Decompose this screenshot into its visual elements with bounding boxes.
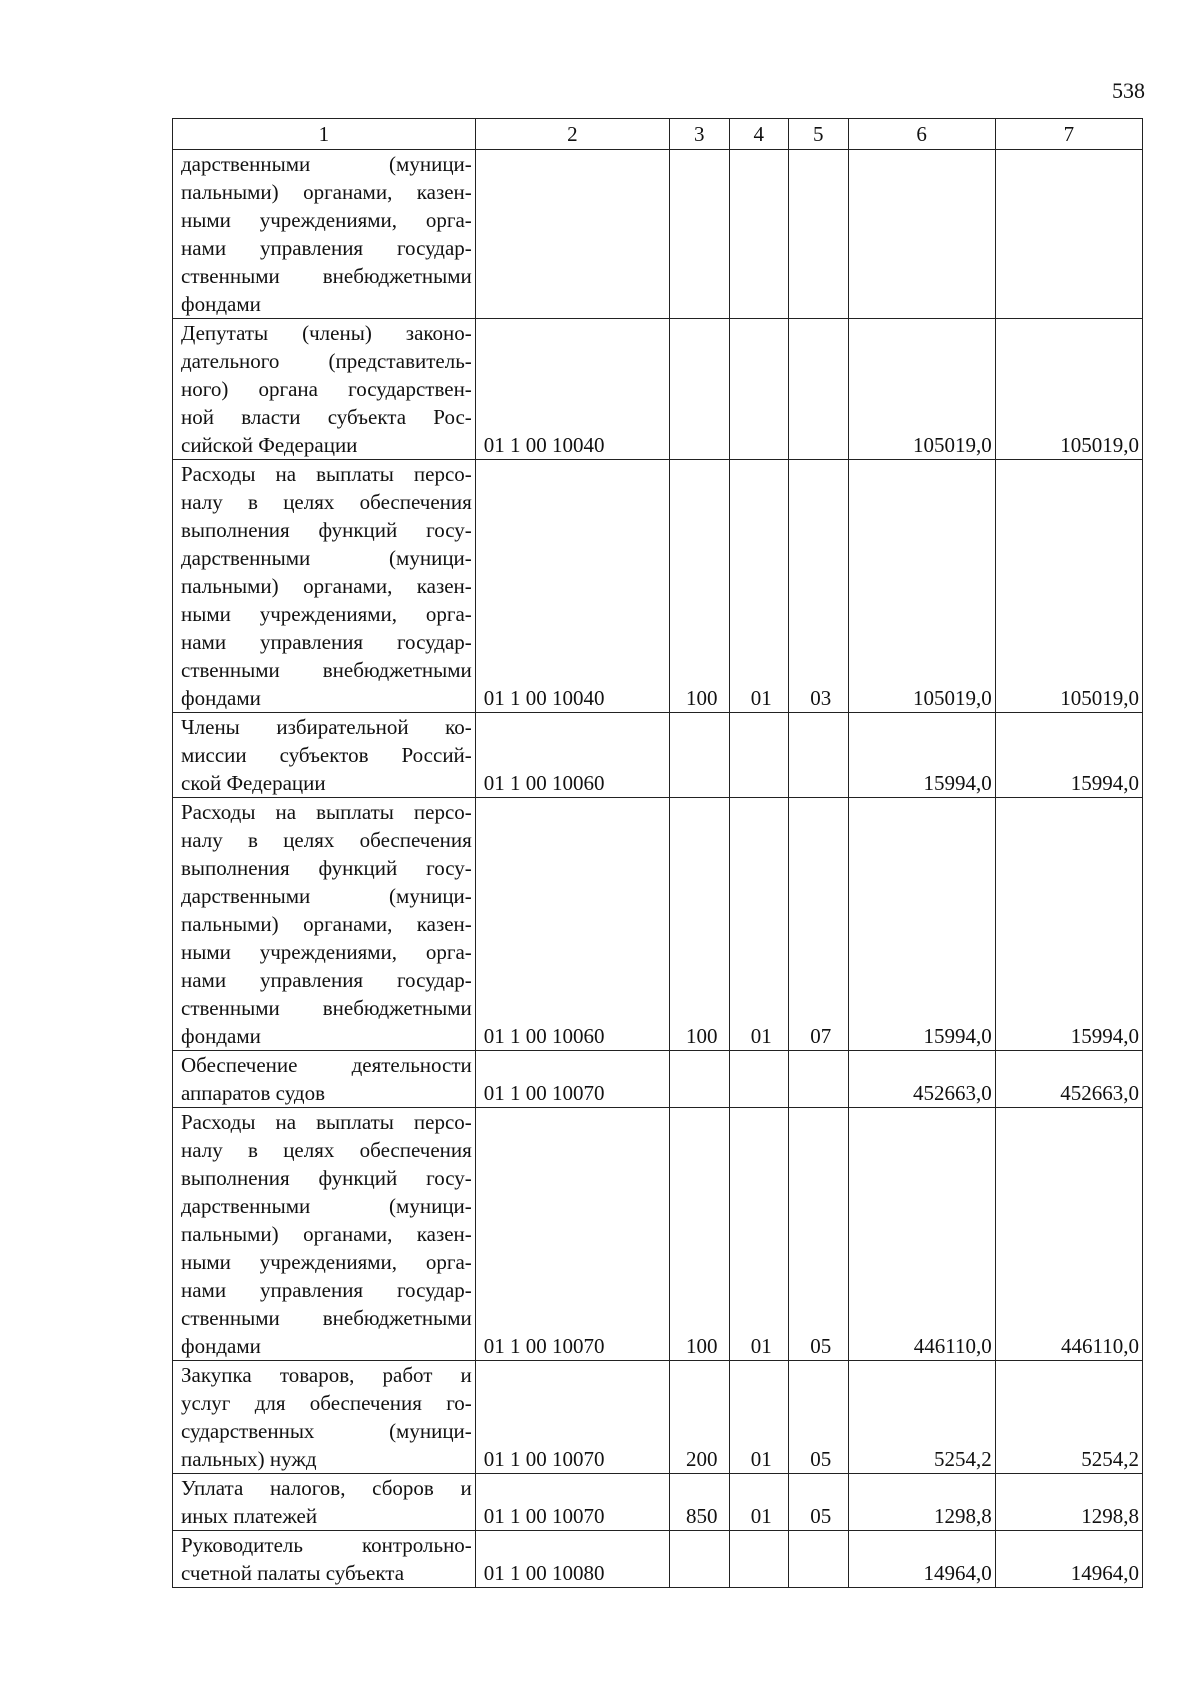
expense-type-cell: 850	[670, 1474, 730, 1531]
item-name-line: выполнения функций госу-	[181, 856, 472, 880]
item-name-line: пальными) органами, казен-	[181, 574, 472, 598]
table-row	[173, 1531, 1143, 1588]
section-cell: 01	[729, 1474, 789, 1531]
table-body	[173, 150, 1143, 1588]
subsection-cell	[789, 713, 849, 798]
expense-type-cell	[670, 1051, 730, 1108]
item-name-line: миссии субъектов Россий-	[181, 743, 472, 767]
amount-cell: 446110,0	[995, 1108, 1142, 1361]
item-name-line: нами управления государ-	[181, 236, 472, 260]
amount-cell	[995, 150, 1142, 319]
item-name-line: ными учреждениями, орга-	[181, 940, 472, 964]
item-name-line: счетной палаты субъекта	[181, 1561, 405, 1585]
column-header: 3	[670, 119, 730, 150]
item-name-line: дарственными (муници-	[181, 546, 472, 570]
item-name-line: ными учреждениями, орга-	[181, 208, 472, 232]
item-name-line: пальными) органами, казен-	[181, 912, 472, 936]
item-name-cell	[173, 1474, 476, 1531]
item-name-line: фондами	[181, 686, 261, 710]
section-cell: 01	[729, 1108, 789, 1361]
item-name-line: налу в целях обеспечения	[181, 1138, 472, 1162]
subsection-cell	[789, 319, 849, 460]
item-name-line: пальных) нужд	[181, 1447, 317, 1471]
table-row	[173, 1361, 1143, 1474]
item-name-line: Уплата налогов, сборов и	[181, 1476, 472, 1500]
item-name-line: аппаратов судов	[181, 1081, 326, 1105]
table-row	[173, 713, 1143, 798]
item-name-line: иных платежей	[181, 1504, 318, 1528]
item-name-line: Расходы на выплаты персо-	[181, 1110, 472, 1134]
amount-cell: 15994,0	[848, 713, 995, 798]
subsection-cell: 03	[789, 460, 849, 713]
table-row	[173, 1051, 1143, 1108]
item-name-line: дательного (представитель-	[181, 349, 472, 373]
item-name-line: Расходы на выплаты персо-	[181, 800, 472, 824]
budget-code-cell: 01 1 00 10070	[475, 1474, 669, 1531]
amount-cell: 5254,2	[848, 1361, 995, 1474]
table-row	[173, 1474, 1143, 1531]
section-cell	[729, 713, 789, 798]
amount-cell: 105019,0	[848, 319, 995, 460]
item-name-line: налу в целях обеспечения	[181, 828, 472, 852]
item-name-cell	[173, 460, 476, 713]
item-name-line: дарственными (муници-	[181, 152, 472, 176]
amount-cell: 446110,0	[848, 1108, 995, 1361]
table-header-row	[173, 119, 1143, 150]
subsection-cell: 07	[789, 798, 849, 1051]
item-name-cell	[173, 319, 476, 460]
item-name-line: сийской Федерации	[181, 433, 358, 457]
expense-type-cell: 200	[670, 1361, 730, 1474]
item-name-cell	[173, 1108, 476, 1361]
budget-table	[172, 118, 1143, 1588]
item-name-line: ственными внебюджетными	[181, 264, 472, 288]
item-name-line: Расходы на выплаты персо-	[181, 462, 472, 486]
page-number: 538	[1112, 78, 1145, 103]
column-header: 7	[995, 119, 1142, 150]
amount-cell: 105019,0	[995, 319, 1142, 460]
item-name-line: ными учреждениями, орга-	[181, 1250, 472, 1274]
item-name-line: ской Федерации	[181, 771, 326, 795]
item-name-line: фондами	[181, 1024, 261, 1048]
amount-cell: 452663,0	[848, 1051, 995, 1108]
table-row	[173, 319, 1143, 460]
budget-code-cell: 01 1 00 10060	[475, 713, 669, 798]
amount-cell: 1298,8	[848, 1474, 995, 1531]
item-name-line: Депутаты (члены) законо-	[181, 321, 472, 345]
amount-cell: 105019,0	[995, 460, 1142, 713]
subsection-cell	[789, 1051, 849, 1108]
section-cell: 01	[729, 798, 789, 1051]
amount-cell: 1298,8	[995, 1474, 1142, 1531]
amount-cell: 15994,0	[995, 713, 1142, 798]
item-name-line: Руководитель контрольно-	[181, 1533, 472, 1557]
table-row	[173, 150, 1143, 319]
expense-type-cell: 100	[670, 1108, 730, 1361]
item-name-line: ственными внебюджетными	[181, 1306, 472, 1330]
expense-type-cell	[670, 713, 730, 798]
amount-cell: 14964,0	[995, 1531, 1142, 1588]
item-name-line: ственными внебюджетными	[181, 658, 472, 682]
amount-cell: 15994,0	[995, 798, 1142, 1051]
item-name-line: выполнения функций госу-	[181, 1166, 472, 1190]
amount-cell	[848, 150, 995, 319]
item-name-line: ными учреждениями, орга-	[181, 602, 472, 626]
item-name-line: дарственными (муници-	[181, 1194, 472, 1218]
amount-cell: 5254,2	[995, 1361, 1142, 1474]
budget-code-cell: 01 1 00 10070	[475, 1361, 669, 1474]
amount-cell: 14964,0	[848, 1531, 995, 1588]
section-cell: 01	[729, 460, 789, 713]
subsection-cell	[789, 1531, 849, 1588]
item-name-line: услуг для обеспечения го-	[181, 1391, 472, 1415]
subsection-cell	[789, 150, 849, 319]
item-name-line: Члены избирательной ко-	[181, 715, 472, 739]
item-name-cell	[173, 1051, 476, 1108]
item-name-line: пальными) органами, казен-	[181, 180, 472, 204]
item-name-cell	[173, 713, 476, 798]
item-name-line: нами управления государ-	[181, 968, 472, 992]
amount-cell: 105019,0	[848, 460, 995, 713]
expense-type-cell	[670, 319, 730, 460]
item-name-cell	[173, 798, 476, 1051]
item-name-cell	[173, 1361, 476, 1474]
subsection-cell: 05	[789, 1474, 849, 1531]
column-header: 4	[729, 119, 789, 150]
item-name-line: ственными внебюджетными	[181, 996, 472, 1020]
budget-code-cell: 01 1 00 10040	[475, 460, 669, 713]
item-name-line: нами управления государ-	[181, 630, 472, 654]
section-cell	[729, 319, 789, 460]
expense-type-cell: 100	[670, 798, 730, 1051]
amount-cell: 15994,0	[848, 798, 995, 1051]
budget-code-cell: 01 1 00 10070	[475, 1108, 669, 1361]
column-header: 5	[789, 119, 849, 150]
table-row	[173, 460, 1143, 713]
subsection-cell: 05	[789, 1108, 849, 1361]
budget-code-cell: 01 1 00 10070	[475, 1051, 669, 1108]
item-name-cell	[173, 1531, 476, 1588]
section-cell	[729, 1531, 789, 1588]
column-header: 6	[848, 119, 995, 150]
amount-cell: 452663,0	[995, 1051, 1142, 1108]
table-row	[173, 1108, 1143, 1361]
item-name-line: дарственными (муници-	[181, 884, 472, 908]
budget-code-cell: 01 1 00 10080	[475, 1531, 669, 1588]
section-cell	[729, 150, 789, 319]
item-name-line: фондами	[181, 1334, 261, 1358]
expense-type-cell	[670, 150, 730, 319]
section-cell	[729, 1051, 789, 1108]
section-cell: 01	[729, 1361, 789, 1474]
item-name-line: пальными) органами, казен-	[181, 1222, 472, 1246]
item-name-line: Закупка товаров, работ и	[181, 1363, 472, 1387]
column-header: 1	[173, 119, 476, 150]
budget-code-cell	[475, 150, 669, 319]
item-name-line: ного) органа государствен-	[181, 377, 472, 401]
item-name-line: ной власти субъекта Рос-	[181, 405, 472, 429]
table-row	[173, 798, 1143, 1051]
item-name-cell	[173, 150, 476, 319]
budget-code-cell: 01 1 00 10060	[475, 798, 669, 1051]
item-name-line: выполнения функций госу-	[181, 518, 472, 542]
item-name-line: Обеспечение деятельности	[181, 1053, 472, 1077]
expense-type-cell: 100	[670, 460, 730, 713]
expense-type-cell	[670, 1531, 730, 1588]
budget-code-cell: 01 1 00 10040	[475, 319, 669, 460]
item-name-line: фондами	[181, 292, 261, 316]
item-name-line: нами управления государ-	[181, 1278, 472, 1302]
column-header: 2	[475, 119, 669, 150]
item-name-line: сударственных (муници-	[181, 1419, 472, 1443]
subsection-cell: 05	[789, 1361, 849, 1474]
item-name-line: налу в целях обеспечения	[181, 490, 472, 514]
